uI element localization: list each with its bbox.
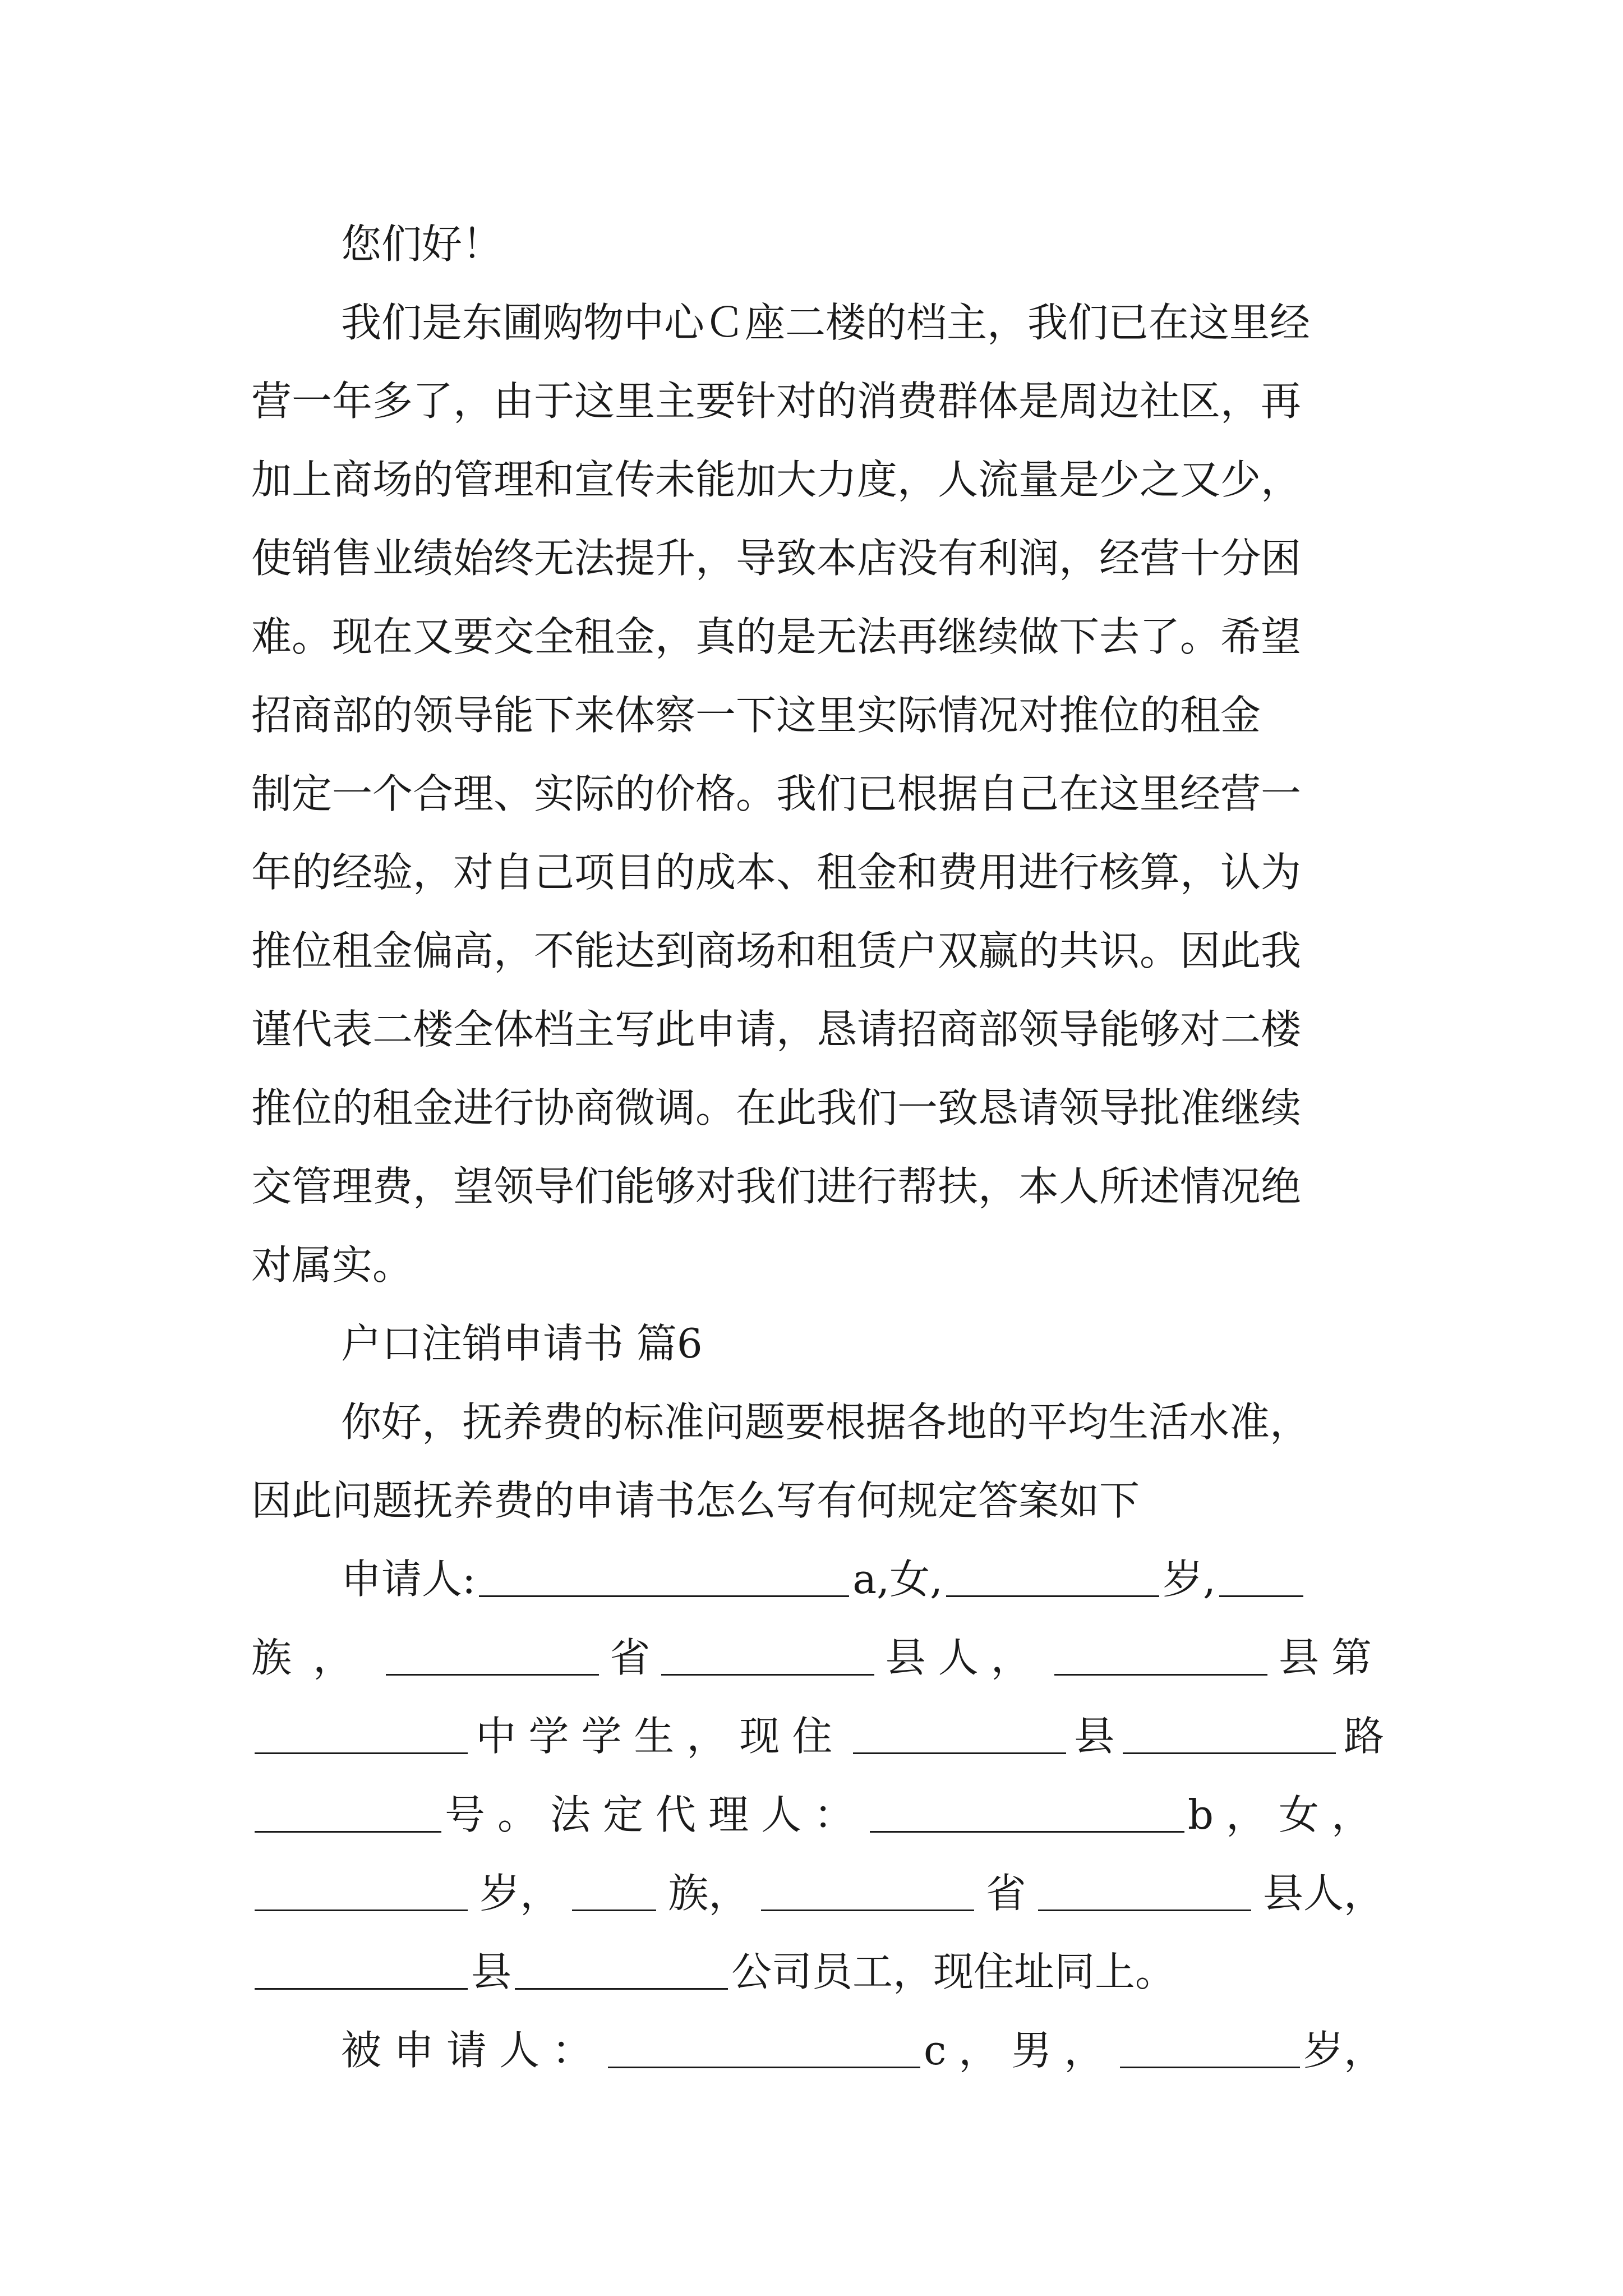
paragraph-line: 推位的租金进行协商微调。在此我们一致恳请领导批准继续 <box>251 1084 1302 1131</box>
form-line-applicant <box>251 1540 1384 1618</box>
form-line-respondent <box>251 2011 1384 2090</box>
paragraph-line: 谨代表二楼全体档主写此申请，恳请招商部领导能够对二楼 <box>251 1006 1302 1053</box>
age3-label: 岁， <box>1303 2027 1384 2074</box>
form-line-school <box>251 1697 1384 1775</box>
paragraph-line: 招商部的领导能下来体察一下这里实际情况对推位的租金 <box>251 692 1261 739</box>
form-line-guardian <box>251 1775 1384 1854</box>
province2-label: 省 <box>985 1870 1026 1917</box>
county-blank[interactable] <box>661 1640 874 1676</box>
paragraph-line: 因此问题抚养费的申请书怎么写有何规定答案如下 <box>251 1477 1140 1524</box>
paragraph-line: 制定一个合理、实际的价格。我们已根据自己在这里经营一 <box>251 770 1302 817</box>
age-blank[interactable] <box>946 1562 1159 1597</box>
school-blank[interactable] <box>255 1719 468 1754</box>
guardian-age-blank[interactable] <box>255 1876 468 1911</box>
ethnic-blank[interactable] <box>1219 1562 1303 1597</box>
paragraph-line: 我们是东圃购物中心Ｃ座二楼的档主，我们已在这里经 <box>341 299 1311 346</box>
applicant-name-blank[interactable] <box>479 1562 849 1597</box>
applicant-name-suffix: a,女, <box>852 1556 943 1603</box>
province-label: 省 <box>610 1634 651 1681</box>
paragraph-line: 难。现在又要交全租金，真的是无法再继续做下去了。希望 <box>251 613 1302 660</box>
company-label: 公司员工，现住址同上。 <box>731 1948 1176 1995</box>
company-county-blank[interactable] <box>255 1954 468 1990</box>
guardian-province-blank[interactable] <box>761 1876 974 1911</box>
road-blank[interactable] <box>1123 1719 1336 1754</box>
guardian-name-blank[interactable] <box>870 1797 1184 1833</box>
respondent-name-blank[interactable] <box>608 2033 920 2068</box>
ethnic-label: 族， <box>251 1634 375 1681</box>
paragraph-line: 加上商场的管理和宣传未能加大力度，人流量是少之又少， <box>251 456 1302 503</box>
school-label: 中学学生，现住 <box>476 1713 845 1760</box>
age-suffix: 岁, <box>1162 1556 1216 1603</box>
guardian-county-blank[interactable] <box>1038 1876 1251 1911</box>
county-no-label: 县第 <box>1278 1634 1384 1681</box>
greeting: 您们好！ <box>341 220 503 268</box>
paragraph-line: 推位租金偏高，不能达到商场和租赁户双赢的共识。因此我 <box>251 927 1302 974</box>
paragraph-line: 交管理费，望领导们能够对我们进行帮扶，本人所述情况绝 <box>251 1163 1302 1210</box>
paragraph-line: 对属实。 <box>251 1241 413 1289</box>
respondent-suffix: c，男， <box>923 2027 1117 2074</box>
section-title: 户口注销申请书 篇6 <box>341 1320 703 1367</box>
form-line-origin <box>251 1618 1384 1697</box>
age2-label: 岁， <box>479 1870 561 1917</box>
respondent-age-blank[interactable] <box>1120 2033 1300 2068</box>
form-line-company <box>251 1932 1384 2011</box>
ethnic2-label: 族， <box>668 1870 749 1917</box>
applicant-label: 申请人: <box>341 1556 476 1603</box>
province-blank[interactable] <box>386 1640 599 1676</box>
guardian-ethnic-blank[interactable] <box>572 1876 656 1911</box>
road-label: 路 <box>1343 1713 1384 1760</box>
number-blank[interactable] <box>255 1797 441 1833</box>
county2-label: 县 <box>471 1948 512 1995</box>
paragraph-line: 年的经验，对自己项目的成本、租金和费用进行核算，认为 <box>251 849 1302 896</box>
county-no-blank[interactable] <box>1054 1640 1267 1676</box>
county-label: 县 <box>1074 1713 1115 1760</box>
paragraph-line: 你好，抚养费的标准问题要根据各地的平均生活水准， <box>341 1398 1311 1446</box>
paragraph-line: 使销售业绩始终无法提升，导致本店没有利润，经营十分困 <box>251 535 1302 582</box>
form-line-guardian-origin <box>251 1854 1384 1932</box>
residence-county-blank[interactable] <box>853 1719 1066 1754</box>
respondent-label: 被申请人： <box>341 2027 605 2074</box>
company-name-blank[interactable] <box>515 1954 728 1990</box>
number-label: 号。法定代理人： <box>445 1791 867 1838</box>
paragraph-line: 营一年多了，由于这里主要针对的消费群体是周边社区，再 <box>251 378 1302 425</box>
county-person-label: 县人， <box>885 1634 1044 1681</box>
county-person2-label: 县人， <box>1262 1870 1384 1917</box>
guardian-suffix: b，女， <box>1187 1791 1384 1838</box>
